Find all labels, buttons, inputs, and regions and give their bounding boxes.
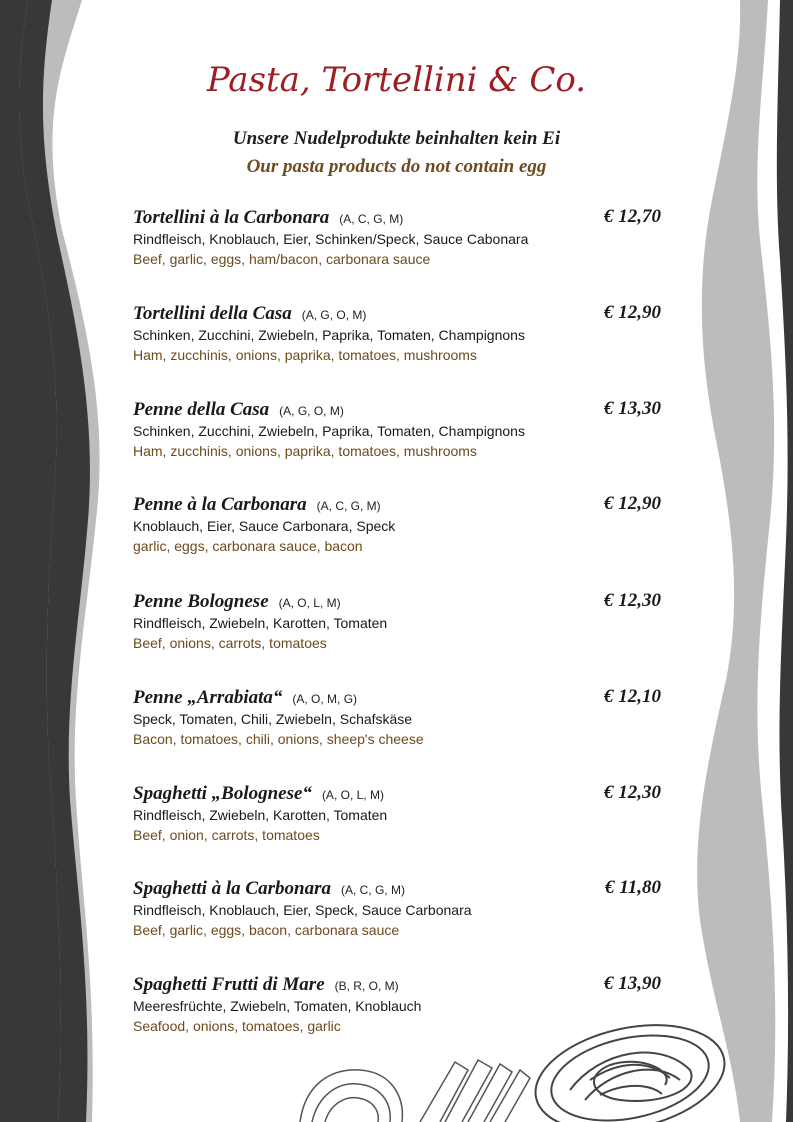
menu-item — [133, 877, 673, 940]
menu-item — [133, 973, 673, 1036]
menu-item — [133, 493, 673, 556]
dish-name: Spaghetti „Bolognese“ — [133, 783, 312, 804]
pasta-sketch-icon — [300, 1060, 530, 1122]
menu-item — [133, 686, 673, 749]
description-german: Rindfleisch, Zwiebeln, Karotten, Tomaten — [133, 615, 388, 631]
dish-price: € 12,90 — [604, 493, 661, 514]
subtitle-german: Unsere Nudelprodukte beinhalten kein Ei — [232, 128, 561, 149]
menu-item — [133, 590, 673, 653]
description-german: Knoblauch, Eier, Sauce Carbonara, Speck — [133, 518, 396, 534]
description-german: Meeresfrüchte, Zwiebeln, Tomaten, Knoblauch — [133, 998, 422, 1014]
dish-name: Spaghetti à la Carbonara — [133, 878, 331, 899]
dish-name: Penne à la Carbonara — [133, 494, 307, 515]
description-english: Beef, garlic, eggs, ham/bacon, carbonara sauce — [133, 251, 431, 267]
dish-name: Spaghetti Frutti di Mare — [133, 974, 325, 995]
description-english: Ham, zucchinis, onions, paprika, tomatoes, mushrooms — [133, 347, 477, 363]
description-german: Rindfleisch, Knoblauch, Eier, Speck, Sauce Carbonara — [133, 902, 472, 918]
description-german: Speck, Tomaten, Chili, Zwiebeln, Schafskäse — [133, 711, 413, 727]
menu-item — [133, 302, 673, 365]
dish-price: € 11,80 — [605, 877, 661, 898]
menu-item — [133, 782, 673, 845]
dish-name: Penne della Casa — [133, 399, 270, 420]
description-german: Rindfleisch, Knoblauch, Eier, Schinken/Speck, Sauce Cabonara — [133, 231, 529, 247]
dish-name: Penne Bolognese — [133, 591, 269, 612]
description-german: Schinken, Zucchini, Zwiebeln, Paprika, Tomaten, Champignons — [133, 327, 525, 343]
dish-price: € 12,10 — [604, 686, 661, 707]
description-english: garlic, eggs, carbonara sauce, bacon — [133, 538, 363, 554]
description-english: Beef, onion, carrots, tomatoes — [133, 827, 320, 843]
dish-name: Penne „Arrabiata“ — [133, 687, 283, 708]
dish-name: Tortellini della Casa — [133, 303, 292, 324]
allergen-codes: (A, O, M, G) — [292, 692, 358, 706]
dish-price: € 12,30 — [604, 782, 661, 803]
description-english: Bacon, tomatoes, chili, onions, sheep's cheese — [133, 731, 424, 747]
allergen-codes: (A, C, G, M) — [339, 212, 404, 226]
description-english: Seafood, onions, tomatoes, garlic — [133, 1018, 341, 1034]
allergen-codes: (A, G, O, M) — [279, 404, 344, 418]
dish-price: € 13,30 — [604, 398, 661, 419]
allergen-codes: (A, G, O, M) — [301, 308, 367, 322]
subtitle-english: Our pasta products do not contain egg — [246, 156, 547, 177]
allergen-codes: (B, R, O, M) — [334, 979, 399, 993]
allergen-codes: (A, O, L, M) — [278, 596, 341, 610]
dish-name: Tortellini à la Carbonara — [133, 207, 330, 228]
dish-price: € 12,90 — [604, 302, 661, 323]
description-german: Rindfleisch, Zwiebeln, Karotten, Tomaten — [133, 807, 388, 823]
menu-item — [133, 398, 673, 461]
description-english: Beef, onions, carrots, tomatoes — [133, 635, 327, 651]
dish-price: € 12,30 — [604, 590, 661, 611]
page-title: Pasta, Tortellini & Co. — [206, 60, 587, 100]
description-english: Beef, garlic, eggs, bacon, carbonara sauce — [133, 922, 400, 938]
allergen-codes: (A, C, G, M) — [316, 499, 381, 513]
description-german: Schinken, Zucchini, Zwiebeln, Paprika, Tomaten, Champignons — [133, 423, 525, 439]
allergen-codes: (A, O, L, M) — [321, 788, 384, 802]
dish-price: € 12,70 — [604, 206, 661, 227]
allergen-codes: (A, C, G, M) — [340, 883, 405, 897]
dish-price: € 13,90 — [604, 973, 661, 994]
description-english: Ham, zucchinis, onions, paprika, tomatoes, mushrooms — [133, 443, 477, 459]
menu-item — [133, 206, 673, 269]
